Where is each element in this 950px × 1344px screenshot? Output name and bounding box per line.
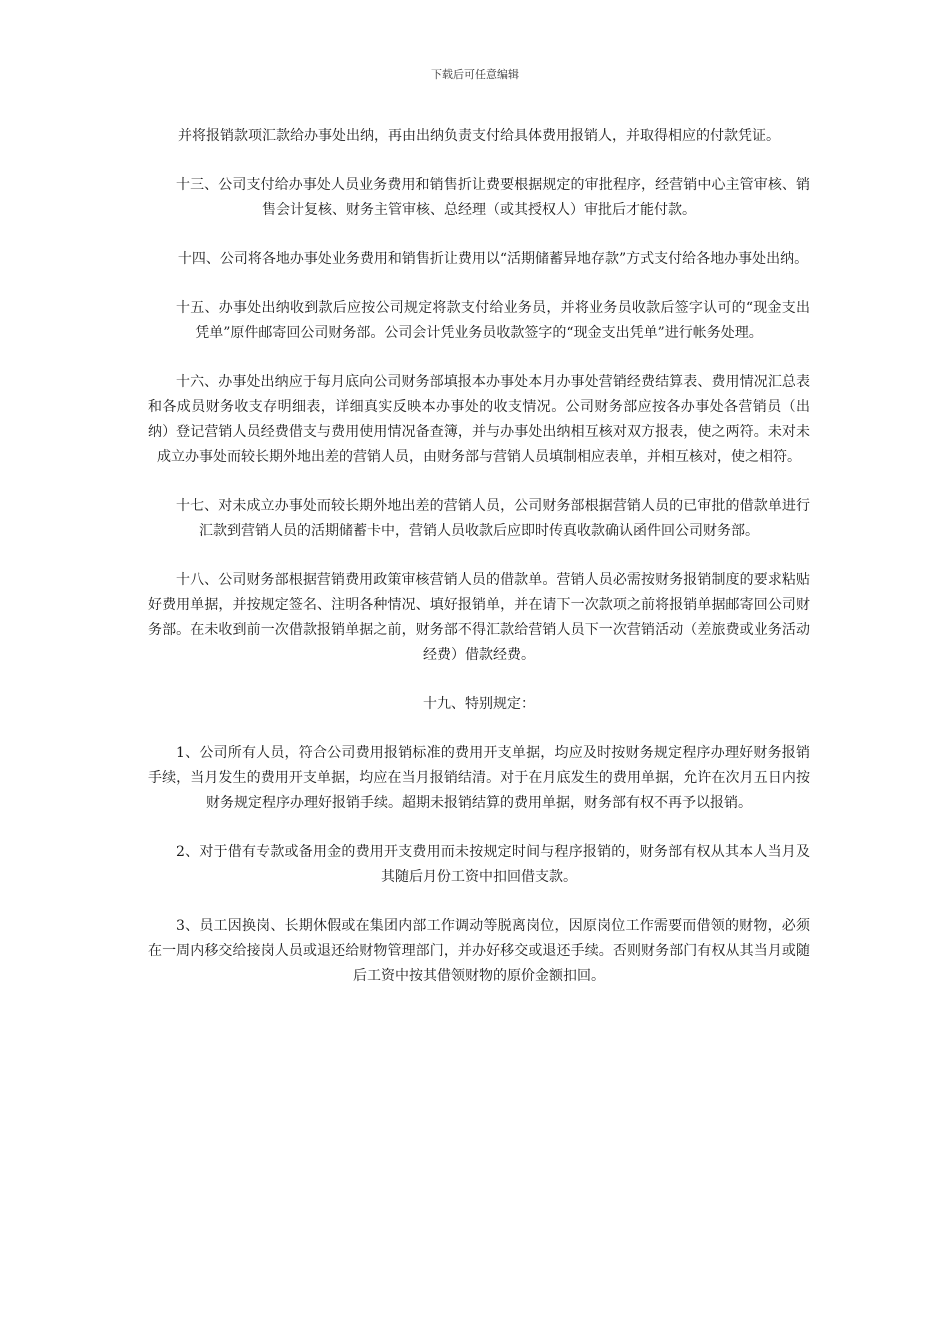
paragraph-rule-2: 2、对于借有专款或备用金的费用开支费用而未按规定时间与程序报销的，财务部有权从其本人当月及其随后月份工资中扣回借支款。 bbox=[176, 844, 810, 885]
page-header-note: 下载后可任意编辑 bbox=[431, 68, 519, 81]
paragraph-continuation: 并将报销款项汇款给办事处出纳，再由出纳负责支付给具体费用报销人，并取得相应的付款凭证。 bbox=[178, 128, 780, 144]
paragraph-item-13: 十三、公司支付给办事处人员业务费用和销售折让费要根据规定的审批程序，经营销中心主管审核、销售会计复核、财务主管审核、总经理（或其授权人）审批后才能付款。 bbox=[176, 177, 810, 218]
paragraph-item-15: 十五、办事处出纳收到款后应按公司规定将款支付给业务员，并将业务员收款后签字认可的“现金支出凭单”原件邮寄回公司财务部。公司会计凭业务员收款签字的“现金支出凭单”进行帐务处理。 bbox=[176, 300, 810, 341]
document-body bbox=[148, 124, 810, 1013]
paragraph-item-14: 十四、公司将各地办事处业务费用和销售折让费用以“活期储蓄异地存款”方式支付给各地办事处出纳。 bbox=[177, 251, 809, 267]
paragraph-item-16: 十六、办事处出纳应于每月底向公司财务部填报本办事处本月办事处营销经费结算表、费用情况汇总表和各成员财务收支存明细表，详细真实反映本办事处的收支情况。公司财务部应按各办事处各营销员（出纳）登记营销人员经费借支与费用使用情况备查簿，并与办事处出纳相互核对双方报表，使之两符。未对未成立办事处而较长期外地出差的营销人员，由财务部与营销人员填制相应表单，并相互核对，使之相符。 bbox=[148, 374, 810, 465]
paragraph-item-17: 十七、对未成立办事处而较长期外地出差的营销人员，公司财务部根据营销人员的已审批的借款单进行汇款到营销人员的活期储蓄卡中，营销人员收款后应即时传真收款确认函件回公司财务部。 bbox=[176, 498, 810, 539]
paragraph-item-18: 十八、公司财务部根据营销费用政策审核营销人员的借款单。营销人员必需按财务报销制度的要求粘贴好费用单据，并按规定签名、注明各种情况、填好报销单，并在请下一次款项之前将报销单据邮寄回公司财务部。在未收到前一次借款报销单据之前，财务部不得汇款给营销人员下一次营销活动（差旅费或业务活动经费）借款经费。 bbox=[148, 572, 810, 663]
section-heading-19: 十九、特别规定： bbox=[423, 696, 535, 712]
paragraph-rule-3: 3、员工因换岗、长期休假或在集团内部工作调动等脱离岗位，因原岗位工作需要而借领的财物，必须在一周内移交给接岗人员或退还给财物管理部门，并办好移交或退还手续。否则财务部门有权从其当月或随后工资中按其借领财物的原价金额扣回。 bbox=[148, 918, 810, 984]
paragraph-rule-1: 1、公司所有人员，符合公司费用报销标准的费用开支单据，均应及时按财务规定程序办理好财务报销手续，当月发生的费用开支单据，均应在当月报销结清。对于在月底发生的费用单据，允许在次月五日内按财务规定程序办理好报销手续。超期未报销结算的费用单据，财务部有权不再予以报销。 bbox=[148, 745, 810, 811]
